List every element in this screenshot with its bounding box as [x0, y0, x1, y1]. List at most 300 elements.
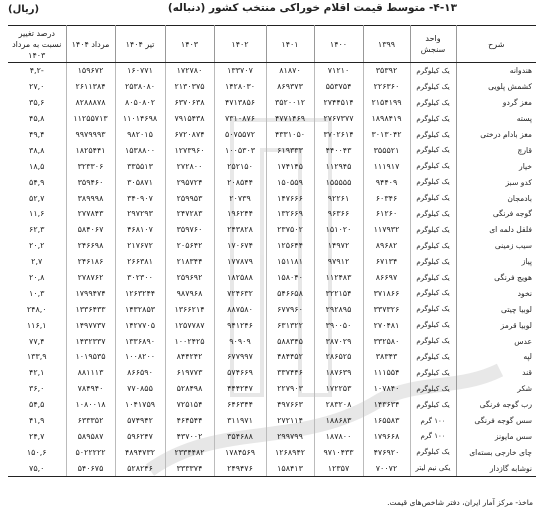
source-note: ماخذ- مرکز آمار ایران، دفتر شاخص‌های قیمت. — [387, 498, 533, 507]
cell-item-name: سیب زمینی — [456, 238, 536, 254]
cell-value-1401: ۴۸۴۴۵۲ — [266, 349, 314, 365]
cell-value-1403: ۳۵۹۷۶۰ — [165, 222, 214, 238]
cell-item-name: لپه — [456, 349, 536, 365]
cell-value-tir-1404: ۸۰۵۰۸۰۲ — [115, 95, 165, 111]
cell-item-name: بادمجان — [456, 190, 536, 206]
cell-value-1400: ۱۸۷۶۳۹ — [314, 365, 363, 381]
cell-item-name: کدو سبز — [456, 174, 536, 190]
cell-value-1401: ۱۳۲۶۶۹ — [266, 206, 314, 222]
table-row — [8, 270, 536, 286]
header-1403: ۱۴۰۳ — [165, 26, 214, 63]
cell-unit: یک کیلوگرم — [410, 349, 456, 365]
table-row — [8, 127, 536, 143]
cell-value-1400: ۲۹۲۸۹۵ — [314, 301, 363, 317]
cell-value-mordad-1404: ۱۰۸۰۰۱۸ — [66, 397, 115, 413]
cell-value-1401: ۵۸۸۳۴۵ — [266, 333, 314, 349]
cell-unit: یک کیلوگرم — [410, 79, 456, 95]
cell-percent-change: ۳۶,۰ — [29, 384, 45, 394]
cell-value-1400: ۹۶۳۶۶ — [314, 206, 363, 222]
cell-unit: یک کیلوگرم — [410, 127, 456, 143]
cell-value-mordad-1404: ۱۴۳۲۳۳۷ — [66, 333, 115, 349]
cell-value-1401: ۳۳۷۴۴۶ — [266, 365, 314, 381]
cell-value-1402: ۲۰۸۵۴۴ — [214, 174, 266, 190]
table-row — [8, 63, 536, 79]
cell-value-mordad-1404: ۲۷۸۷۶۲ — [66, 270, 115, 286]
cell-value-1403: ۲۵۹۶۹۲ — [165, 270, 214, 286]
cell-value-tir-1404: ۲۹۷۲۹۳ — [115, 206, 165, 222]
cell-value-1402: ۱۴۲۸۰۳۰ — [214, 79, 266, 95]
cell-value-1399: ۱۰۷۸۴۰ — [363, 381, 410, 397]
table-body — [8, 63, 536, 477]
table-row — [8, 413, 536, 429]
cell-value-1403: ۷۹۱۵۴۳۸ — [165, 111, 214, 127]
cell-value-1401: ۲۲۷۹۰۳ — [266, 381, 314, 397]
table-row — [8, 111, 536, 127]
cell-value-1402: ۶۴۶۳۴۴ — [214, 397, 266, 413]
cell-value-1401: ۱۵۱۱۸۱ — [266, 254, 314, 270]
header-1402: ۱۴۰۲ — [214, 26, 266, 63]
cell-value-1399: ۳۸۳۴۳ — [363, 349, 410, 365]
table-row — [8, 397, 536, 413]
cell-item-name: پسته — [456, 111, 536, 127]
cell-value-tir-1404: ۱۰۰۸۲۰۰ — [115, 349, 165, 365]
table-row — [8, 174, 536, 190]
cell-value-1402: ۵۷۴۶۶۹ — [214, 365, 266, 381]
cell-value-tir-1404: ۱۲۶۳۲۴۴ — [115, 285, 165, 301]
header-1399: ۱۳۹۹ — [363, 26, 410, 63]
cell-value-1399: ۶۱۲۶۰ — [363, 206, 410, 222]
cell-value-1401: ۱۲۵۶۴۴ — [266, 238, 314, 254]
cell-value-1399: ۳۰۱۳۰۴۲ — [363, 127, 410, 143]
cell-item-name: هویج فرنگی — [456, 270, 536, 286]
cell-value-1402: ۳۵۴۶۸۸ — [214, 428, 266, 444]
cell-value-1400: ۲۸۶۵۲۵ — [314, 349, 363, 365]
cell-value-mordad-1404: ۲۷۷۸۴۳ — [66, 206, 115, 222]
cell-value-1400: ۹۷۹۱۲ — [314, 254, 363, 270]
cell-value-mordad-1404: ۱۰۱۹۵۳۵ — [66, 349, 115, 365]
cell-item-name: مغز بادام درختی — [456, 127, 536, 143]
cell-item-name: قند — [456, 365, 536, 381]
cell-item-name: سس گوجه فرنگی — [456, 413, 536, 429]
cell-value-mordad-1404: ۲۴۶۱۸۶ — [66, 254, 115, 270]
cell-value-1399: ۱۷۹۶۶۸ — [363, 428, 410, 444]
cell-percent-change: ۷۵,۰ — [8, 460, 66, 476]
cell-item-name: لوبیا قرمز — [456, 317, 536, 333]
cell-value-mordad-1404: ۸۸۱۱۱۳ — [66, 365, 115, 381]
table-row — [8, 238, 536, 254]
table-row — [8, 444, 536, 460]
cell-unit: یک کیلوگرم — [410, 174, 456, 190]
cell-value-1403: ۲۳۳۴۴۸۲ — [165, 444, 214, 460]
cell-unit: یک کیلوگرم — [410, 444, 456, 460]
table-title: ۴-۱۳- متوسط قیمت اقلام خوراکی منتخب کشور (دنباله) — [167, 2, 457, 14]
cell-value-1400: ۵۵۳۷۵۴ — [314, 79, 363, 95]
cell-unit: یک کیلوگرم — [410, 333, 456, 349]
cell-value-1400: ۳۷۰۲۶۱۴ — [314, 127, 363, 143]
cell-value-tir-1404: ۹۸۲۰۱۵ — [115, 127, 165, 143]
header-mordad-1404: مرداد ۱۴۰۴ — [66, 26, 115, 63]
table-row — [8, 142, 536, 158]
cell-item-name: لوبیا چیتی — [456, 301, 536, 317]
cell-percent-change: -۴,۲ — [29, 66, 44, 76]
cell-value-1400: ۲۸۳۲۰۸ — [314, 397, 363, 413]
cell-value-mordad-1404: ۱۵۹۶۷۲ — [66, 63, 115, 79]
cell-value-1402: ۷۲۴۶۳۲ — [214, 285, 266, 301]
cell-unit: یک کیلوگرم — [410, 270, 456, 286]
cell-value-1399: ۱۴۳۶۳۴ — [363, 397, 410, 413]
cell-percent-change: ۱۳۳,۹ — [26, 352, 47, 362]
table-row — [8, 317, 536, 333]
table-row — [8, 428, 536, 444]
cell-value-1399: ۱۱۱۹۱۷ — [363, 158, 410, 174]
cell-value-1402: ۲۵۲۱۵۰ — [214, 158, 266, 174]
cell-value-1403: ۵۲۸۴۹۸ — [165, 381, 214, 397]
cell-value-1403: ۲۰۵۶۴۲ — [165, 238, 214, 254]
cell-unit: یک کیلوگرم — [410, 158, 456, 174]
cell-value-1402: ۳۱۱۹۷۱ — [214, 413, 266, 429]
cell-item-name: فلفل دلمه ای — [456, 222, 536, 238]
cell-unit: یک کیلوگرم — [410, 254, 456, 270]
cell-value-1400: ۷۱۲۱۰ — [314, 63, 363, 79]
header-desc: شرح — [456, 26, 536, 63]
cell-value-1403: ۶۳۷۰۶۳۸ — [165, 95, 214, 111]
cell-value-tir-1404: ۲۶۶۳۸۱ — [115, 254, 165, 270]
cell-value-tir-1404: ۱۵۳۸۸۰۰ — [115, 142, 165, 158]
cell-value-1399: ۳۳۷۳۲۶ — [363, 301, 410, 317]
cell-value-1400: ۳۹۰۰۵۰ — [314, 317, 363, 333]
cell-value-1400: ۲۷۴۴۵۱۴ — [314, 95, 363, 111]
table-row — [8, 254, 536, 270]
cell-value-1402: ۱۹۶۲۴۴ — [214, 206, 266, 222]
cell-value-1402: ۲۴۳۸۲۸ — [214, 222, 266, 238]
cell-value-1400: ۱۵۱۰۲۰ — [314, 222, 363, 238]
cell-value-1401: ۴۷۷۱۴۶۹ — [266, 111, 314, 127]
cell-value-1399: ۱۱۷۹۳۲ — [363, 222, 410, 238]
cell-value-mordad-1404: ۲۴۶۶۹۸ — [66, 238, 115, 254]
cell-unit: ۱۰۰ گرم — [410, 413, 456, 429]
cell-value-1402: ۹۰۹۰۹ — [214, 333, 266, 349]
cell-value-1399: ۴۷۶۹۲۰ — [363, 444, 410, 460]
table-row — [8, 301, 536, 317]
cell-item-name: خیار — [456, 158, 536, 174]
cell-value-tir-1404: ۱۴۲۷۷۰۵ — [115, 317, 165, 333]
cell-value-1403: ۲۷۲۸۰۰ — [165, 158, 214, 174]
cell-value-1403: ۲۴۷۲۸۳ — [165, 206, 214, 222]
cell-item-name: مغز گردو — [456, 95, 536, 111]
cell-unit: یک کیلوگرم — [410, 397, 456, 413]
cell-percent-change: ۳۸,۸ — [29, 145, 45, 155]
cell-unit: یک کیلوگرم — [410, 95, 456, 111]
cell-value-tir-1404: ۳۴۰۹۰۷ — [115, 190, 165, 206]
cell-unit: یک کیلوگرم — [410, 111, 456, 127]
table-row — [8, 285, 536, 301]
cell-percent-change: ۲,۷ — [31, 257, 43, 267]
cell-value-1401: ۳۵۲۰۰۱۲ — [266, 95, 314, 111]
cell-value-tir-1404: ۴۸۹۴۷۳۲ — [115, 444, 165, 460]
cell-value-1403: ۱۰۰۲۴۲۵ — [165, 333, 214, 349]
cell-value-1402: ۵۰۷۵۵۷۲ — [214, 127, 266, 143]
cell-value-tir-1404: ۱۴۳۲۸۵۳ — [115, 301, 165, 317]
cell-unit: یک کیلوگرم — [410, 222, 456, 238]
cell-value-mordad-1404: ۱۳۳۶۴۳۳ — [66, 301, 115, 317]
cell-value-mordad-1404: ۱۱۲۵۵۷۱۳ — [66, 111, 115, 127]
cell-value-mordad-1404: ۱۴۹۷۷۳۷ — [66, 317, 115, 333]
cell-value-1402: ۲۴۹۴۷۶ — [214, 460, 266, 476]
header-1401: ۱۴۰۱ — [266, 26, 314, 63]
cell-value-1403: ۴۳۷۰۰۲ — [165, 428, 214, 444]
cell-value-1402: ۸۸۷۵۸۰ — [214, 301, 266, 317]
cell-value-1399: ۶۷۱۳۴ — [363, 254, 410, 270]
cell-value-1401: ۲۹۹۷۹۹ — [266, 428, 314, 444]
cell-percent-change: ۴۲,۱ — [29, 368, 45, 378]
cell-value-1403: ۹۸۷۹۶۸ — [165, 285, 214, 301]
cell-value-1403: ۱۷۲۷۸۰ — [165, 63, 214, 79]
cell-item-name: عدس — [456, 333, 536, 349]
cell-item-name: پیاز — [456, 254, 536, 270]
cell-value-mordad-1404: ۳۸۹۹۹۸ — [66, 190, 115, 206]
cell-value-tir-1404: ۱۱۰۱۴۶۹۸ — [115, 111, 165, 127]
cell-value-1401: ۲۳۷۵۰۲ — [266, 222, 314, 238]
cell-percent-change: ۱۱,۶ — [29, 209, 45, 219]
cell-value-1402: ۱۷۷۸۷۹ — [214, 254, 266, 270]
cell-unit: یک کیلوگرم — [410, 142, 456, 158]
header-tir-1404: تیر ۱۴۰۴ — [115, 26, 165, 63]
cell-value-1401: ۴۹۷۶۶۳ — [266, 397, 314, 413]
cell-value-1403: ۶۷۲۰۸۷۴ — [165, 127, 214, 143]
cell-value-mordad-1404: ۲۶۱۱۳۸۴ — [66, 79, 115, 95]
cell-item-name: قارچ — [456, 142, 536, 158]
table-row — [8, 158, 536, 174]
cell-value-1401: ۱۲۶۸۹۴۲ — [266, 444, 314, 460]
cell-item-name: شکر — [456, 381, 536, 397]
cell-percent-change: ۱۵۰,۶ — [26, 447, 47, 457]
cell-unit: یک کیلوگرم — [410, 285, 456, 301]
cell-value-1402: ۱۰۰۵۳۰۳ — [214, 142, 266, 158]
cell-unit: یک کیلوگرم — [410, 365, 456, 381]
cell-value-tir-1404: ۷۷۰۸۵۵ — [115, 381, 165, 397]
cell-value-1402: ۱۷۸۴۵۶۹ — [214, 444, 266, 460]
cell-value-1399: ۳۳۲۵۸۰ — [363, 333, 410, 349]
cell-value-1400: ۱۷۲۲۵۳ — [314, 381, 363, 397]
cell-value-1400: ۱۵۵۵۵۵ — [314, 174, 363, 190]
cell-value-1400: ۱۸۸۶۸۳ — [314, 413, 363, 429]
cell-value-1401: ۲۷۲۱۱۴ — [266, 413, 314, 429]
cell-value-tir-1404: ۳۰۵۸۷۱ — [115, 174, 165, 190]
cell-unit: یک کیلوگرم — [410, 317, 456, 333]
cell-value-1400: ۹۲۲۶۱ — [314, 190, 363, 206]
header-percent-change: درصد تغییر نسبت به مرداد ۱۴۰۳ — [8, 26, 66, 63]
cell-value-1400: ۱۸۷۸۰۰ — [314, 428, 363, 444]
cell-percent-change: ۵۴,۵ — [29, 400, 45, 410]
cell-unit: یکی نیم لیتر — [410, 460, 456, 476]
cell-value-1403: ۲۵۹۹۵۳ — [165, 190, 214, 206]
cell-value-1403: ۲۹۵۷۲۴ — [165, 174, 214, 190]
table-row — [8, 333, 536, 349]
cell-percent-change: ۶۲,۳ — [29, 225, 45, 235]
cell-value-mordad-1404: ۹۹۷۹۹۹۳ — [66, 127, 115, 143]
currency-unit-label: (ریال) — [8, 4, 40, 15]
table-row — [8, 190, 536, 206]
cell-value-1402: ۶۷۷۹۹۷ — [214, 349, 266, 365]
cell-value-mordad-1404: ۱۸۲۵۴۴۱ — [66, 142, 115, 158]
cell-value-1403: ۳۳۳۳۷۴ — [165, 460, 214, 476]
cell-value-mordad-1404: ۷۸۴۹۴۰ — [66, 381, 115, 397]
cell-value-tir-1404: ۱۰۴۱۷۵۹ — [115, 397, 165, 413]
cell-item-name: نوشابه گازدار — [456, 460, 536, 476]
cell-percent-change: ۲۷,۰ — [29, 82, 45, 92]
cell-value-mordad-1404: ۸۲۸۸۸۷۸ — [66, 95, 115, 111]
cell-value-mordad-1404: ۵۸۹۵۸۷ — [66, 428, 115, 444]
cell-value-tir-1404: ۵۷۴۹۴۲ — [115, 413, 165, 429]
cell-value-1401: ۶۳۱۳۲۲ — [266, 317, 314, 333]
header-1400: ۱۴۰۰ — [314, 26, 363, 63]
cell-value-1399: ۱۸۹۸۴۱۹ — [363, 111, 410, 127]
cell-value-1401: ۶۷۷۹۶۰ — [266, 301, 314, 317]
cell-value-1401: ۶۱۹۳۳۳ — [266, 142, 314, 158]
cell-value-1403: ۴۶۴۵۴۴ — [165, 413, 214, 429]
cell-value-tir-1404: ۱۳۳۶۸۹۰ — [115, 333, 165, 349]
cell-item-name: نخود — [456, 285, 536, 301]
cell-percent-change: ۱۱۶,۱ — [26, 320, 47, 330]
cell-value-1399: ۹۴۴۰۹ — [363, 174, 410, 190]
cell-value-mordad-1404: ۵۸۴۰۶۷ — [66, 222, 115, 238]
cell-unit: یک کیلوگرم — [410, 381, 456, 397]
cell-value-1399: ۱۶۵۵۸۳ — [363, 413, 410, 429]
cell-percent-change: ۲۴,۷ — [29, 431, 45, 441]
table-row — [8, 206, 536, 222]
cell-value-tir-1404: ۲۱۷۶۷۲ — [115, 238, 165, 254]
cell-unit: یک کیلوگرم — [410, 190, 456, 206]
cell-item-name: هندوانه — [456, 63, 536, 79]
cell-value-1401: ۱۵۸۴۱۳ — [266, 460, 314, 476]
cell-value-1402: ۹۴۱۲۴۶ — [214, 317, 266, 333]
cell-value-mordad-1404: ۵۰۲۲۲۲۲ — [66, 444, 115, 460]
cell-value-tir-1404: ۸۶۶۵۹۰ — [115, 365, 165, 381]
cell-value-1399: ۳۵۵۵۲۱ — [363, 142, 410, 158]
cell-value-mordad-1404: ۵۴۰۶۷۵ — [66, 460, 115, 476]
cell-value-1403: ۲۱۳۰۳۷۵ — [165, 79, 214, 95]
cell-unit: یک کیلوگرم — [410, 63, 456, 79]
cell-value-mordad-1404: ۳۵۹۴۶۰ — [66, 174, 115, 190]
cell-value-1399: ۲۱۵۴۱۹۹ — [363, 95, 410, 111]
table-row — [8, 95, 536, 111]
cell-unit: یک کیلوگرم — [410, 206, 456, 222]
table-row — [8, 349, 536, 365]
cell-value-1403: ۶۱۹۷۷۳ — [165, 365, 214, 381]
cell-value-1400: ۲۷۶۷۳۷۷ — [314, 111, 363, 127]
cell-percent-change: ۵۴,۹ — [29, 177, 45, 187]
table-row — [8, 79, 536, 95]
table-row — [8, 460, 536, 476]
cell-value-1400: ۱۴۹۷۲ — [314, 238, 363, 254]
cell-value-1403: ۷۲۵۱۵۴ — [165, 397, 214, 413]
cell-unit: یک کیلوگرم — [410, 301, 456, 317]
cell-percent-change: ۷۷,۴ — [29, 336, 45, 346]
cell-value-1403: ۱۳۶۶۲۱۴ — [165, 301, 214, 317]
cell-value-1402: ۴۷۱۳۸۵۶ — [214, 95, 266, 111]
cell-value-1402: ۱۷۰۶۷۴ — [214, 238, 266, 254]
cell-value-tir-1404: ۴۶۸۱۰۷ — [115, 222, 165, 238]
price-table — [8, 25, 536, 477]
cell-value-1399: ۲۷۰۴۸۱ — [363, 317, 410, 333]
header-row — [8, 26, 536, 63]
cell-value-1400: ۳۸۷۰۲۹ — [314, 333, 363, 349]
cell-percent-change: ۴۱,۹ — [29, 416, 45, 426]
cell-unit: یک کیلوگرم — [410, 238, 456, 254]
cell-value-1399: ۳۵۳۹۲ — [363, 63, 410, 79]
cell-percent-change: ۲۰,۲ — [29, 241, 45, 251]
cell-value-tir-1404: ۵۲۸۲۴۶ — [115, 460, 165, 476]
cell-value-1400: ۳۲۲۱۵۴ — [314, 285, 363, 301]
cell-value-mordad-1404: ۳۲۳۳۰۶ — [66, 158, 115, 174]
table-row — [8, 381, 536, 397]
table-row — [8, 222, 536, 238]
cell-value-1402: ۱۸۲۵۸۸ — [214, 270, 266, 286]
cell-percent-change: ۳۵,۶ — [29, 98, 45, 108]
cell-value-1402: ۲۰۷۳۹ — [214, 190, 266, 206]
cell-value-1400: ۹۷۱۰۴۳۳ — [314, 444, 363, 460]
cell-value-mordad-1404: ۶۳۳۳۵۲ — [66, 413, 115, 429]
cell-value-tir-1404: ۲۵۳۸۰۸۰ — [115, 79, 165, 95]
cell-percent-change: ۴۹,۴ — [29, 130, 45, 139]
cell-value-1403: ۱۲۵۷۷۸۷ — [165, 317, 214, 333]
cell-value-1401: ۴۳۳۱۰۵۰ — [266, 127, 314, 143]
cell-value-1399: ۷۰۰۷۲ — [363, 460, 410, 476]
cell-value-tir-1404: ۳۳۵۵۱۳ — [115, 158, 165, 174]
cell-value-1399: ۸۹۶۸۲ — [363, 238, 410, 254]
cell-value-1399: ۶۰۳۴۶ — [363, 190, 410, 206]
cell-value-1399: ۲۲۶۳۶۰ — [363, 79, 410, 95]
cell-value-1401: ۱۵۸۰۴۰ — [266, 270, 314, 286]
cell-value-tir-1404: ۱۶۰۷۷۱ — [115, 63, 165, 79]
cell-value-1401: ۱۵۰۵۵۹ — [266, 174, 314, 190]
cell-value-1403: ۸۴۴۲۴۲ — [165, 349, 214, 365]
cell-value-1399: ۱۱۱۵۵۴ — [363, 365, 410, 381]
cell-item-name: رب گوجه فرنگی — [456, 397, 536, 413]
table-row — [8, 365, 536, 381]
cell-value-1402: ۱۳۳۷۰۷ — [214, 63, 266, 79]
cell-percent-change: ۴۵,۸ — [29, 114, 45, 124]
cell-value-1399: ۳۷۱۸۶۶ — [363, 285, 410, 301]
cell-item-name: گوجه فرنگی — [456, 206, 536, 222]
cell-percent-change: ۱۰,۳ — [29, 288, 45, 298]
cell-value-mordad-1404: ۱۷۹۹۴۷۴ — [66, 285, 115, 301]
cell-value-tir-1404: ۳۰۲۳۰۰ — [115, 270, 165, 286]
cell-item-name: چای خارجی بسته‌ای — [456, 444, 536, 460]
cell-percent-change: ۱۸,۵ — [29, 161, 45, 171]
header-unit: واحد سنجش — [410, 26, 456, 63]
cell-value-1400: ۱۱۲۴۸۳ — [314, 270, 363, 286]
cell-value-tir-1404: ۵۹۶۲۴۷ — [115, 428, 165, 444]
cell-item-name: کشمش پلویی — [456, 79, 536, 95]
cell-value-1401: ۵۴۶۶۵۸ — [266, 285, 314, 301]
cell-percent-change: ۲۰,۸ — [29, 273, 45, 283]
cell-unit: ۱۰۰ گرم — [410, 428, 456, 444]
cell-percent-change: ۵۲,۷ — [29, 193, 45, 203]
cell-value-1399: ۸۶۶۹۷ — [363, 270, 410, 286]
cell-value-1400: ۴۴۰۰۴۳ — [314, 142, 363, 158]
cell-value-1400: ۱۱۲۹۴۵ — [314, 158, 363, 174]
cell-value-1400: ۱۲۳۵۷ — [314, 460, 363, 476]
cell-value-1401: ۱۴۷۶۶۶ — [266, 190, 314, 206]
cell-percent-change: ۲۴۸,۰ — [26, 304, 47, 314]
cell-value-1401: ۸۱۸۷۰ — [266, 63, 314, 79]
cell-value-1402: ۴۴۴۲۴۷ — [214, 381, 266, 397]
cell-value-1401: ۱۷۴۱۴۵ — [266, 158, 314, 174]
cell-value-1403: ۲۱۸۳۴۴ — [165, 254, 214, 270]
cell-value-1402: ۷۳۱۰۸۷۶ — [214, 111, 266, 127]
cell-value-1401: ۸۶۹۳۷۳ — [266, 79, 314, 95]
